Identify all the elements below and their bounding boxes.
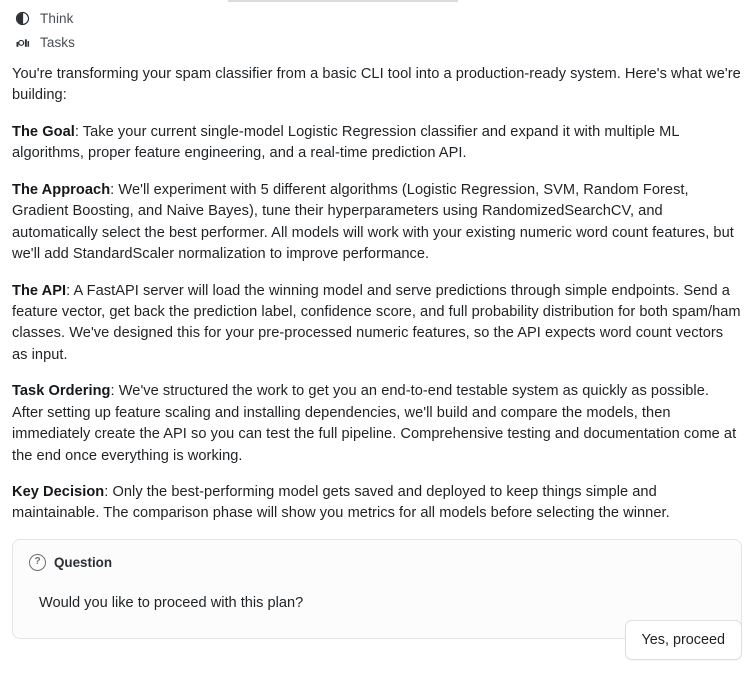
paragraph-approach xyxy=(12,180,742,266)
tool-row-think[interactable] xyxy=(12,8,742,28)
tasks-icon xyxy=(14,34,30,50)
intro-paragraph: You're transforming your spam classifier from a basic CLI tool into a production-ready system. Here's what we're building: xyxy=(12,66,741,104)
tool-row-tasks[interactable] xyxy=(12,32,742,52)
paragraph-goal-text: : Take your current single-model Logistic Regression classifier and expand it with multiple ML algorithms, proper feature engineering, and a real-time prediction API. xyxy=(12,123,679,162)
paragraph-key-decision xyxy=(12,482,742,525)
tool-activity-strip xyxy=(8,0,746,58)
action-bar xyxy=(625,620,742,660)
paragraph-task-ordering-lead: Task Ordering xyxy=(12,383,111,400)
question-mark-icon: ? xyxy=(29,554,46,571)
paragraph-task-ordering xyxy=(12,381,742,467)
paragraph-goal xyxy=(12,122,742,165)
paragraph-goal-lead: The Goal xyxy=(12,123,75,140)
paragraph-key-decision-lead: Key Decision xyxy=(12,484,105,500)
paragraph-key-decision-text: : Only the best-performing model gets saved and deployed to keep things simple and maintainable. The comparison phase will show you metrics for all models before selecting the winner. xyxy=(12,484,670,522)
paragraph-api xyxy=(12,281,742,367)
paragraph-approach-lead: The Approach xyxy=(12,181,111,198)
tool-label-tasks: Tasks xyxy=(40,34,76,50)
tool-label-think: Think xyxy=(40,10,74,26)
question-card-header xyxy=(29,554,725,571)
paragraph-api-lead: The API xyxy=(12,282,67,299)
question-card-body: Would you like to proceed with this plan? xyxy=(39,594,304,611)
assistant-message xyxy=(8,58,746,525)
paragraph-approach-text: : We'll experiment with 5 different algorithms (Logistic Regression, SVM, Random Forest, Gradient Boosting, and Naive Bayes), tune their hyperparameters using RandomizedSearchCV, and automatically select the best performer. All models will work with your existing numeric word count features, but we'll add StandardScaler normalization to improve performance. xyxy=(12,181,734,263)
yes-proceed-button[interactable]: Yes, proceed xyxy=(625,620,742,660)
think-icon xyxy=(14,10,30,26)
top-divider xyxy=(228,0,458,2)
paragraph-api-text: : A FastAPI server will load the winning model and serve predictions through simple endpoints. Send a feature vector, get back the prediction label, confidence score, and full probability distribution for both spam/ham classes. We've designed this for your pre-processed numeric features, so the API expects word count vectors as input. xyxy=(12,282,741,363)
paragraph-task-ordering-text: : We've structured the work to get you an end-to-end testable system as quickly as possible. After setting up feature scaling and installing dependencies, we'll build and compare the models, then immediately create the API so you can test the full pipeline. Comprehensive testing and documentation come at the end once everything is working. xyxy=(12,383,737,464)
question-card-title: Question xyxy=(54,554,113,570)
